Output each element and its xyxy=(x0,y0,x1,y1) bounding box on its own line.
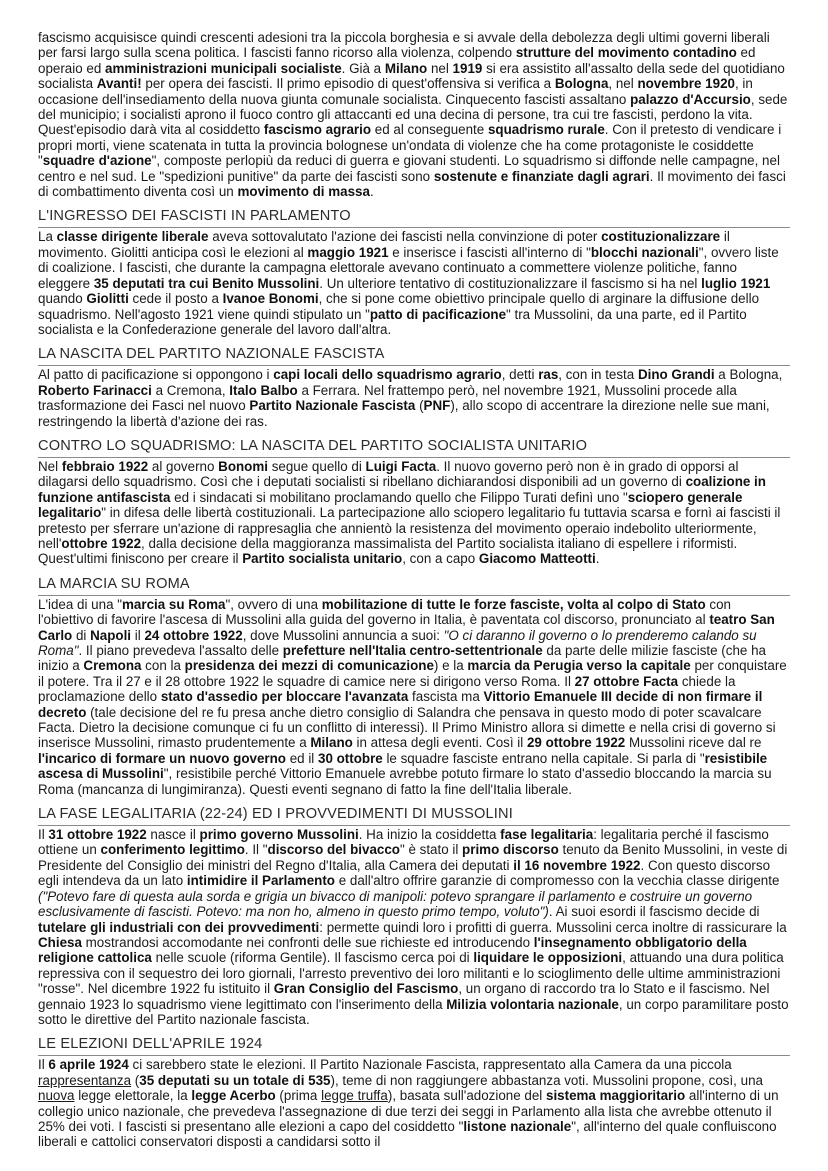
text-run: ci sarebbero state le elezioni. Il Partito Nazionale Fascista, rappresentato alla Camera da una piccola xyxy=(128,1057,732,1073)
bold-term: 35 deputati tra cui Benito Mussolini xyxy=(93,275,320,291)
text-run: . xyxy=(595,551,600,567)
section-ingresso-parlamento xyxy=(38,207,790,337)
quotation: ("Potevo fare di questa aula sorda e grigia un bivacco di manipoli: potevo sprangare il parlamento e costruire un governo esclusivamente di fascisti. Potevo: ma non ho, almeno in questo primo tempo, voluto") xyxy=(38,888,753,920)
text-run: Mussolini riceve dal re xyxy=(625,735,762,751)
bold-term: palazzo d'Accursio xyxy=(630,91,751,107)
section-nascita-pnf xyxy=(38,345,790,429)
text-run: , dove Mussolini annuncia a suoi: xyxy=(242,627,444,643)
section-paragraph xyxy=(38,827,790,1027)
bold-term: Cremona xyxy=(83,658,142,674)
bold-term: marcia su Roma xyxy=(122,596,226,612)
text-run: quando xyxy=(38,291,87,307)
text-run: in attesa degli eventi. Così il xyxy=(352,735,527,751)
bold-term: l'incarico di formare un nuovo governo xyxy=(38,750,286,766)
text-run: ed operaio ed xyxy=(38,45,756,76)
bold-term: classe dirigente liberale xyxy=(56,229,209,245)
text-run: fascista ma xyxy=(408,689,484,705)
bold-term: Vittorio Emanuele III decide di non firmare il decreto xyxy=(38,689,763,720)
bold-term: 27 ottobre Facta xyxy=(574,673,679,689)
text-run: ", resistibile perché Vittorio Emanuele avrebbe potuto firmare lo stato d'assedio bloccando la marcia su Roma (mancanza di lungimiranza). Questi eventi segnano di fatto la fine dell'Italia liberale. xyxy=(38,766,772,797)
bold-term: teatro San Carlo xyxy=(38,612,775,643)
section-contro-squadrismo xyxy=(38,437,790,567)
bold-term: movimento di massa xyxy=(237,184,370,200)
bold-term: 6 aprile 1924 xyxy=(48,1057,129,1073)
text-run: Il xyxy=(38,827,49,843)
text-run: . Un ulteriore tentativo di costituzionalizzare il fascismo si ha nel xyxy=(319,275,702,291)
bold-term: patto di pacificazione xyxy=(369,306,507,322)
text-run: nelle scuole (riforma Gentile). Il fascismo cerca poi di xyxy=(151,950,474,966)
bold-term: Milano xyxy=(384,60,428,76)
text-run: a Bologna, xyxy=(714,367,783,383)
text-run: ", composte perlopiù da reduci di guerra e giovani studenti. Lo squadrismo si diffonde nelle campagne, nel centro e nel sud. Le "spedizioni punitive" da parte dei fascisti sono xyxy=(38,153,780,184)
text-run: ), basata sull'adozione del xyxy=(387,1088,546,1104)
text-run: . Il piano prevedeva l'assalto delle xyxy=(78,643,283,658)
text-run: . Ha inizio la cosiddetta xyxy=(358,827,501,843)
text-run: , con a capo xyxy=(402,551,479,567)
text-run: a Ferrara. Nel frattempo però, nel novembre 1921, Mussolini procede alla trasformazione dei Fasci nel nuovo xyxy=(38,382,737,414)
bold-term: amministrazioni municipali socialiste xyxy=(105,60,342,76)
bold-term: Roberto Farinacci xyxy=(38,382,152,398)
document-page xyxy=(38,30,790,1150)
bold-term: coalizione in funzione antifascista xyxy=(38,474,766,505)
bold-term: intimidire il Parlamento xyxy=(186,873,335,889)
bold-term: Gran Consiglio del Fascismo xyxy=(273,981,459,997)
text-run: ( xyxy=(415,398,424,414)
text-run: , nel xyxy=(608,76,638,92)
bold-term: ottobre 1922 xyxy=(61,535,142,551)
section-paragraph xyxy=(38,1057,790,1149)
text-run: tenuto da Benito Mussolini, in veste di Presidente del Consiglio dei ministri del Regno d'Italia, alla Camera dei deputati xyxy=(38,842,788,873)
bold-term: costituzionalizzare xyxy=(601,229,721,245)
bold-term: ras xyxy=(538,367,559,383)
text-run: , un organo di raccordo tra lo Stato e il fascismo. Nel gennaio 1923 lo squadrismo viene legittimato con l'inserimento della xyxy=(38,981,770,1012)
bold-term: Ivanoe Bonomi xyxy=(222,291,319,307)
bold-term: Avanti! xyxy=(96,76,142,92)
section-heading: CONTRO LO SQUADRISMO: LA NASCITA DEL PARTITO SOCIALISTA UNITARIO xyxy=(38,437,790,458)
section-heading: LE ELEZIONI DELL'APRILE 1924 xyxy=(38,1035,790,1056)
bold-term: legge Acerbo xyxy=(191,1088,276,1104)
bold-term: febbraio 1922 xyxy=(61,458,149,474)
text-run: ), teme di non raggiungere abbastanza voti. Mussolini propone, così, una xyxy=(330,1072,763,1088)
text-run: per opera dei fascisti. Il primo episodio di quest'offensiva si verifica a xyxy=(141,76,555,92)
text-run: cede il posto a xyxy=(128,291,223,307)
bold-term: stato d'assedio per bloccare l'avanzata xyxy=(160,689,409,705)
text-run: ( xyxy=(131,1072,140,1088)
text-run: ed al conseguente xyxy=(371,122,488,138)
bold-term: discorso del bivacco xyxy=(267,842,400,858)
bold-term: primo discorso xyxy=(462,842,559,858)
text-run: , che si pone come obiettivo principale quello di arginare la diffusione dello squadrismo. Nell'agosto 1921 viene quindi stipulato un " xyxy=(38,291,760,322)
text-run: . xyxy=(369,184,374,200)
text-run: , dalla decisione della maggioranza massimalista del Partito socialista italiano di espellere i riformisti. Quest'ultimi finiscono per creare il xyxy=(38,535,738,567)
bold-term: Giolitti xyxy=(86,291,129,307)
bold-term: strutture del movimento contadino xyxy=(515,45,737,61)
text-run: , un corpo paramilitare posto sotto le direttive del Partito nazionale fascista. xyxy=(38,996,789,1027)
section-paragraph xyxy=(38,597,790,797)
text-run: con l'obiettivo di favorire l'ascesa di Mussolini alla guida del governo in Italia, è paventata col discorso, pronunciato al xyxy=(38,596,731,628)
bold-term: sostenute e finanziate dagli agrari xyxy=(433,168,650,184)
text-run: da parte delle milizie fasciste (che ha inizio a xyxy=(38,643,766,674)
text-run: di xyxy=(72,627,91,643)
underlined-term: nuova xyxy=(38,1088,75,1104)
text-run: , con in testa xyxy=(558,367,638,383)
bold-term: 1919 xyxy=(452,60,483,76)
bold-term: presidenza dei mezzi di comunicazione xyxy=(184,658,434,674)
section-elezioni-1924 xyxy=(38,1035,790,1149)
bold-term: maggio 1921 xyxy=(307,244,389,260)
text-run: ", ovvero di una xyxy=(225,596,322,612)
text-run: . Ai suoi esordi il fascismo decide di xyxy=(548,904,760,920)
section-marcia-su-roma xyxy=(38,575,790,797)
text-run: ed i sindacati si mobilitano proclamando quello che Filippo Turati definì uno " xyxy=(170,489,628,505)
text-run: (prima xyxy=(275,1088,322,1104)
bold-term: blocchi nazionali xyxy=(590,244,699,260)
text-run: ) e la xyxy=(433,658,468,674)
text-run: " in difesa delle libertà costituzionali. La partecipazione allo sciopero legalitario fu tuttavia scarsa e fornì ai fascisti il pretesto per sferrare un'azione di rappresaglia che annientò la resistenza del movimento operaio indebolito ulteriormente, nell' xyxy=(38,505,781,551)
intro-paragraph xyxy=(38,30,790,199)
bold-term: Bologna xyxy=(554,76,609,92)
quotation: "O ci daranno il governo o lo prenderemo calando su Roma" xyxy=(38,627,757,658)
text-run: . Già a xyxy=(341,60,385,76)
text-run: legge elettorale, la xyxy=(74,1088,192,1104)
section-paragraph xyxy=(38,229,790,337)
bold-term: Chiesa xyxy=(38,934,82,950)
section-heading: L'INGRESSO DEI FASCISTI IN PARLAMENTO xyxy=(38,207,790,228)
text-run: . Il " xyxy=(244,842,268,858)
text-run: : legalitaria perché il fascismo ottiene un xyxy=(38,827,769,858)
section-heading: LA NASCITA DEL PARTITO NAZIONALE FASCISTA xyxy=(38,345,790,366)
bold-term: Partito socialista unitario xyxy=(242,551,403,567)
text-run: " è stato il xyxy=(399,842,463,858)
bold-term: 24 ottobre 1922 xyxy=(144,627,243,643)
text-run: La xyxy=(38,229,57,245)
bold-term: luglio 1921 xyxy=(701,275,771,291)
bold-term: sistema maggioritario xyxy=(546,1088,686,1104)
bold-term: 29 ottobre 1922 xyxy=(526,735,626,751)
bold-term: 31 ottobre 1922 xyxy=(48,827,147,843)
underlined-term: rappresentanza xyxy=(38,1072,132,1088)
text-run: si era assistito all'assalto della sede del quotidiano socialista xyxy=(38,60,785,92)
text-run: chiede la proclamazione dello xyxy=(38,673,736,705)
text-run: ", all'interno del quale confluiscono liberali e cattolici conservatori disposti a candidarsi sotto il xyxy=(38,1118,777,1150)
underlined-term: legge truffa xyxy=(321,1088,388,1104)
text-run: Nel xyxy=(38,458,62,474)
bold-term: Napoli xyxy=(90,627,132,643)
bold-term: 30 ottobre xyxy=(318,750,383,766)
text-run: aveva sottovalutato l'azione dei fascisti nella convinzione di poter xyxy=(208,229,602,245)
bold-term: 35 deputati su un totale di 535 xyxy=(139,1072,331,1088)
bold-term: Milizia volontaria nazionale xyxy=(446,996,619,1012)
bold-term: novembre 1920 xyxy=(637,76,735,92)
bold-term: resistibile ascesa di Mussolini xyxy=(38,750,768,782)
bold-term: primo governo Mussolini xyxy=(199,827,359,843)
text-run: " tra Mussolini, da una parte, ed il Partito socialista e la Confederazione generale del lavoro dall'altra. xyxy=(38,306,747,337)
text-run: . Il nuovo governo però non è in grado di opporsi al dilagarsi dello squadrismo. Così che i deputati socialisti si ribellano dichiarandosi disponibili ad un governo di xyxy=(38,458,739,490)
text-run: ), allo scopo di accentrare la direzione nelle sue mani, restringendo la libertà d'azione dei ras. xyxy=(38,398,770,429)
text-run: . Con il pretesto di vendicare i propri morti, viene scatenata in tutta la provincia bolognese un'ondata di violenze che ha come protagoniste le cosiddette " xyxy=(38,122,782,169)
bold-term: Luigi Facta xyxy=(365,458,437,474)
bold-term: sciopero generale legalitario xyxy=(38,489,743,521)
bold-term: Milano xyxy=(310,735,353,751)
bold-term: Bonomi xyxy=(218,458,268,474)
text-run: con la xyxy=(141,658,185,674)
text-run: nasce il xyxy=(146,827,200,843)
text-run: L'idea di una " xyxy=(38,596,122,612)
text-run: nel xyxy=(427,60,453,76)
text-run: le squadre fasciste entrano nella capitale. Si parla di " xyxy=(382,750,705,766)
text-run: Al patto di pacificazione si oppongono i xyxy=(38,367,274,383)
text-run: , sede del municipio; i socialisti aprono il fuoco contro gli attaccanti ed una decina di persone, tra cui tre fascisti, perdono la vita. Quest'episodio darà vita al cosiddetto xyxy=(38,91,788,138)
text-run: segue quello di xyxy=(268,458,366,474)
text-run: al governo xyxy=(148,458,219,474)
text-run: e inserisce i fascisti all'interno di " xyxy=(388,244,591,260)
section-paragraph xyxy=(38,459,790,567)
bold-term: PNF xyxy=(423,398,451,414)
text-run: a Cremona, xyxy=(151,382,230,398)
text-run: , in occasione dell'insediamento della nuova giunta comunale socialista. Cinquecento fascisti assaltano xyxy=(38,76,753,107)
bold-term: capi locali dello squadrismo agrario xyxy=(273,367,502,383)
text-run: . Il movimento dei fasci di combattimento diventa così un xyxy=(38,168,786,200)
text-run: mostrandosi accomodante nei confronti delle sue richieste ed introducendo xyxy=(81,934,534,950)
section-heading: LA MARCIA SU ROMA xyxy=(38,575,790,596)
bold-term: listone nazionale xyxy=(463,1118,572,1134)
bold-term: fascismo agrario xyxy=(263,122,372,138)
text-run: (tale decisione del re fu presa anche dietro consiglio di Salandra che pensava in questo modo di poter scavalcare Facta. Dietro la decisione comunque ci fu un conflitto di interessi). Il Primo Ministro allora si dimette e nella crisi di governo si inserisce Mussolini, rimasto prudentemente a xyxy=(38,704,776,751)
bold-term: liquidare le opposizioni xyxy=(473,950,623,966)
text-run: , attuando una dura politica repressiva con il sequestro dei loro giornali, l'arresto preventivo dei loro militanti e lo scioglimento delle ultime amministrazioni "rosse". Nel dicembre 1922 fu istituito il xyxy=(38,950,784,997)
section-paragraph xyxy=(38,367,790,429)
text-run: . Con questo discorso egli intendeva da un lato xyxy=(38,857,771,889)
text-run: Il xyxy=(38,1057,49,1073)
section-fase-legalitaria xyxy=(38,805,790,1027)
section-heading: LA FASE LEGALITARIA (22-24) ED I PROVVEDIMENTI DI MUSSOLINI xyxy=(38,805,790,826)
text-run: all'interno di un collegio unico nazionale, che prevedeva l'assegnazione di due terzi dei seggi in Parlamento alla lista che avrebbe ottenuto il 25% dei voti. I fascisti si presentano alle elezioni a capo del cosiddetto " xyxy=(38,1088,779,1134)
bold-term: Giacomo Matteotti xyxy=(478,551,596,567)
bold-term: Dino Grandi xyxy=(637,367,715,383)
text-run: il movimento. Giolitti anticipa così le elezioni al xyxy=(38,229,730,260)
bold-term: fase legalitaria xyxy=(500,827,594,843)
text-run: il xyxy=(131,627,145,643)
text-run: per conquistare il potere. Tra il 27 e il 28 ottobre 1922 le squadre di camice nere si dirigono verso Roma. Il xyxy=(38,658,787,689)
bold-term: Partito Nazionale Fascista xyxy=(249,398,416,414)
bold-term: tutelare gli industriali con dei provvedimenti xyxy=(38,919,320,935)
bold-term: mobilitazione di tutte le forze fasciste, volta al colpo di Stato xyxy=(321,596,706,612)
bold-term: Italo Balbo xyxy=(229,382,298,398)
bold-term: squadre d'azione xyxy=(42,153,152,169)
bold-term: prefetture nell'Italia centro-settentrionale xyxy=(282,643,543,658)
bold-term: conferimento legittimo xyxy=(100,842,245,858)
bold-term: il 16 novembre 1922 xyxy=(513,857,641,873)
text-run: fascismo acquisisce quindi crescenti adesioni tra la piccola borghesia e si avvale della debolezza degli ultimi governi liberali per farsi largo sulla scena politica. I fascisti fanno ricorso alla violenza, colpendo xyxy=(38,30,770,61)
text-run: ", ovvero liste di coalizione. I fascisti, che durante la campagna elettorale avevano continuato a commettere violenze politiche, fanno eleggere xyxy=(38,244,779,291)
bold-term: squadrismo rurale xyxy=(487,122,605,138)
bold-term: marcia da Perugia verso la capitale xyxy=(467,658,691,674)
text-run: ed il xyxy=(285,750,318,766)
text-run: : permette quindi loro i profitti di guerra. Mussolini cerca inoltre di rassicurare la xyxy=(319,919,787,935)
text-run: e dall'altro offrire garanzie di compromesso con la vecchia classe dirigente xyxy=(334,873,780,889)
text-run: , detti xyxy=(501,367,539,383)
bold-term: l'insegnamento obbligatorio della religione cattolica xyxy=(38,934,747,966)
